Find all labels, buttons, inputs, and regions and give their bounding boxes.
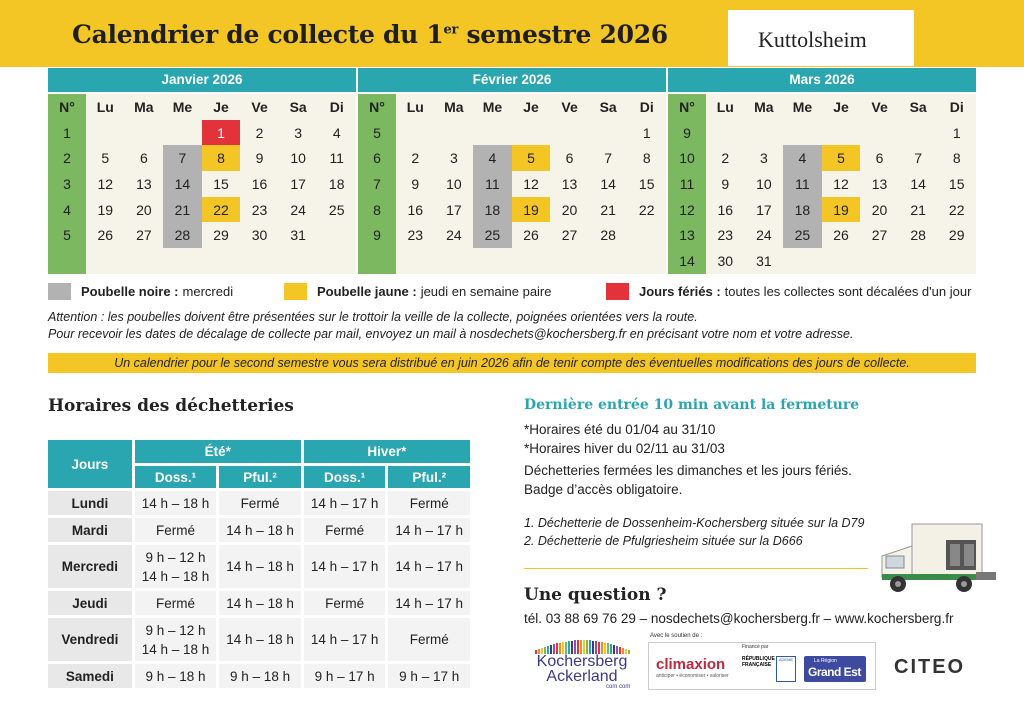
calendar-day: 10 xyxy=(446,175,462,192)
legend xyxy=(48,283,978,303)
calendar-day xyxy=(317,248,356,274)
calendar-day: 26 xyxy=(523,227,539,244)
weekday-header: Lu xyxy=(716,98,734,115)
calendar-day: 7 xyxy=(604,150,613,167)
weekday-header: Me xyxy=(172,98,193,115)
logo-bar xyxy=(580,640,582,654)
calendar-day: 17 xyxy=(756,201,772,218)
week-number: 14 xyxy=(668,248,706,274)
calendar-day xyxy=(822,120,861,146)
calendar-day: 5 xyxy=(822,145,861,171)
hours-cell: 14 h – 17 h xyxy=(388,591,470,615)
calendar-day: 20 xyxy=(136,201,152,218)
weekday-header: Sa xyxy=(599,98,617,115)
calendar-day: 22 xyxy=(638,201,655,218)
calendar-day: 24 xyxy=(446,227,462,244)
calendar-day xyxy=(125,248,164,274)
calendar-day: 8 xyxy=(952,150,961,167)
hours-cell: 9 h – 18 h xyxy=(135,664,217,688)
closed-info: Déchetteries fermées les dimanches et les jours fériés. Badge d’accès obligatoire. xyxy=(524,463,852,497)
logo-bar xyxy=(577,640,579,654)
calendar-day xyxy=(822,248,861,274)
calendar-day: 21 xyxy=(910,201,926,218)
calendar-day xyxy=(435,248,474,274)
calendar-march xyxy=(668,68,976,274)
calendar-day: 11 xyxy=(329,150,344,167)
calendar-day: 7 xyxy=(914,150,923,167)
finance-label: Financé par xyxy=(742,644,769,650)
table-row xyxy=(48,664,470,688)
hours-cell: 14 h – 17 h xyxy=(304,545,386,588)
weekday-header: Di xyxy=(949,98,964,115)
calendar-day: 25 xyxy=(328,201,345,218)
calendar-day: 17 xyxy=(446,201,462,218)
hours-cell: 14 h – 18 h xyxy=(135,491,217,515)
calendar-day: 13 xyxy=(871,175,888,192)
week-number xyxy=(358,248,396,274)
calendar-day xyxy=(589,120,628,146)
hours-cell: 14 h – 18 h xyxy=(219,545,301,588)
logo-bar xyxy=(583,640,585,654)
calendar-day: 12 xyxy=(523,175,539,192)
question-heading: Une question ? xyxy=(524,585,667,605)
weekday-header: Me xyxy=(792,98,813,115)
calendar-day xyxy=(86,248,125,274)
decheteries-table xyxy=(48,437,476,691)
weekday-header: Je xyxy=(523,98,539,115)
weekday-header: Lu xyxy=(406,98,424,115)
hours-cell: 9 h – 18 h xyxy=(219,664,301,688)
page-title: Calendrier de collecte du 1er semestre 2026 xyxy=(72,20,668,49)
calendar-day: 26 xyxy=(97,227,114,244)
weekday-header: Je xyxy=(833,98,849,115)
kochersberg-logo: Kochersberg Ackerland com com xyxy=(526,636,638,690)
col-ete-doss: Doss.¹ xyxy=(135,466,217,488)
calendar-day: 3 xyxy=(449,150,458,167)
week-number: 12 xyxy=(668,197,706,223)
calendar-day xyxy=(473,120,512,146)
calendar-day: 13 xyxy=(136,175,152,192)
calendar-february xyxy=(358,68,666,274)
calendar-day: 30 xyxy=(717,252,734,269)
calendar-day: 10 xyxy=(290,150,306,167)
hours-info: *Horaires été du 01/04 au 31/10 *Horaires hiver du 02/11 au 31/03 xyxy=(524,422,725,456)
calendar-day: 1 xyxy=(202,120,241,146)
week-number: 9 xyxy=(358,222,396,248)
calendar-day: 9 xyxy=(721,175,730,192)
hours-cell: 14 h – 18 h xyxy=(219,618,301,661)
hours-cell: 9 h – 17 h xyxy=(304,664,386,688)
calendar-day: 11 xyxy=(783,171,822,197)
red-swatch xyxy=(606,283,629,300)
hours-cell: 14 h – 18 h xyxy=(219,518,301,542)
calendar-day: 16 xyxy=(251,175,268,192)
logo-bar xyxy=(574,640,576,654)
calendar-day: 27 xyxy=(136,227,152,244)
calendar-day xyxy=(125,120,164,146)
hours-cell: Fermé xyxy=(135,518,217,542)
calendar-day: 23 xyxy=(251,201,268,218)
table-row xyxy=(48,545,470,588)
calendar-day: 27 xyxy=(871,227,888,244)
calendar-day: 3 xyxy=(294,124,303,141)
climaxion-tagline: anticiper • économiser • valoriser xyxy=(656,673,729,679)
calendar-day: 20 xyxy=(871,201,888,218)
calendar-day: 18 xyxy=(473,197,512,223)
climaxion-logo: climaxion xyxy=(656,656,726,673)
week-number: 2 xyxy=(48,145,86,171)
calendar-day xyxy=(550,120,589,146)
calendar-day xyxy=(240,248,279,274)
hours-cell: Fermé xyxy=(388,618,470,661)
support-label: Avec le soutien de : xyxy=(650,633,703,639)
table-row xyxy=(48,491,470,515)
week-number: 5 xyxy=(48,222,86,248)
calendar-day xyxy=(627,222,666,248)
weekday-header: Ve xyxy=(561,98,578,115)
day-cell: Vendredi xyxy=(48,618,132,661)
calendar-day: 19 xyxy=(822,197,861,223)
calendar-day: 9 xyxy=(411,175,420,192)
week-number-header: N° xyxy=(48,94,86,120)
day-cell: Mercredi xyxy=(48,545,132,588)
legend-black: Poubelle noire : mercredi xyxy=(48,283,233,300)
hours-cell: 9 h – 12 h 14 h – 18 h xyxy=(135,618,217,661)
calendar-day xyxy=(783,248,822,274)
calendar-day: 29 xyxy=(948,227,965,244)
calendar-day: 25 xyxy=(473,222,512,248)
garbage-truck-icon xyxy=(872,516,1000,600)
weekday-header: Ma xyxy=(134,98,154,115)
calendar-day xyxy=(589,248,628,274)
week-number: 1 xyxy=(48,120,86,146)
calendar-day: 20 xyxy=(561,201,578,218)
calendar-day: 6 xyxy=(875,150,884,167)
citeo-logo: CITEO xyxy=(894,656,966,678)
calendar-day xyxy=(899,248,938,274)
calendar-day xyxy=(202,248,241,274)
weekday-header: Me xyxy=(482,98,503,115)
legend-holidays: Jours fériés : toutes les collectes sont décalées d'un jour xyxy=(606,283,971,300)
calendar-day: 2 xyxy=(721,150,730,167)
day-cell: Samedi xyxy=(48,664,132,688)
calendar-day: 26 xyxy=(833,227,849,244)
calendar-day: 24 xyxy=(756,227,772,244)
hours-cell: 14 h – 17 h xyxy=(304,491,386,515)
month-title: Février 2026 xyxy=(358,68,666,92)
col-hiver-pful: Pful.² xyxy=(388,466,470,488)
week-number: 5 xyxy=(358,120,396,146)
calendar-day xyxy=(745,120,784,146)
logo-bar xyxy=(589,640,591,654)
calendar-day: 28 xyxy=(600,227,616,244)
calendar-day: 14 xyxy=(910,175,926,192)
calendar-grid xyxy=(668,94,976,274)
calendar-day: 8 xyxy=(202,145,241,171)
calendar-day xyxy=(435,120,474,146)
hours-cell: 14 h – 18 h xyxy=(219,591,301,615)
calendar-day xyxy=(860,248,899,274)
calendar-day: 1 xyxy=(642,124,651,141)
town-name: Kuttolsheim xyxy=(758,27,867,52)
calendar-day: 4 xyxy=(332,124,341,141)
calendar-day xyxy=(279,248,318,274)
week-number: 7 xyxy=(358,171,396,197)
calendar-day: 28 xyxy=(163,222,202,248)
calendar-day: 2 xyxy=(411,150,420,167)
calendar-day: 13 xyxy=(561,175,578,192)
calendar-grid xyxy=(358,94,666,274)
calendar-day: 2 xyxy=(255,124,264,141)
weekday-header: Sa xyxy=(289,98,307,115)
calendar-day: 5 xyxy=(101,150,110,167)
table-row xyxy=(48,591,470,615)
calendar-day: 15 xyxy=(948,175,965,192)
ademe-logo: ADEME xyxy=(776,656,796,682)
calendar-day: 12 xyxy=(833,175,849,192)
hours-cell: Fermé xyxy=(219,491,301,515)
week-number: 13 xyxy=(668,222,706,248)
attention-note: Attention : les poubelles doivent être présentées sur le trottoir la veille de la collecte, poignées orientées vers la route. Pour recevoir les dates de décalage de collecte par mail, envoyez un mail à nosdechets@kochersberg.fr en précisant votre nom et votre adresse. xyxy=(48,310,854,341)
calendar-day xyxy=(706,120,745,146)
grey-swatch xyxy=(48,283,71,300)
calendar-day: 24 xyxy=(290,201,306,218)
calendar-day: 21 xyxy=(163,197,202,223)
calendar-day: 31 xyxy=(290,227,306,244)
calendar-day: 29 xyxy=(213,227,229,244)
col-ete: Été* xyxy=(135,440,301,463)
calendar-day xyxy=(163,120,202,146)
calendar-day: 18 xyxy=(328,175,345,192)
weekday-header: Ve xyxy=(871,98,888,115)
weekday-header: Di xyxy=(639,98,654,115)
week-number: 9 xyxy=(668,120,706,146)
calendar-day: 23 xyxy=(717,227,734,244)
calendar-day xyxy=(396,120,435,146)
calendar-day: 6 xyxy=(565,150,574,167)
weekday-header: Ma xyxy=(444,98,464,115)
calendar-day xyxy=(783,120,822,146)
col-ete-pful: Pful.² xyxy=(219,466,301,488)
calendar-day xyxy=(317,222,356,248)
calendar-day xyxy=(860,120,899,146)
weekday-header: Ve xyxy=(251,98,268,115)
calendar-day: 14 xyxy=(163,171,202,197)
week-number: 8 xyxy=(358,197,396,223)
month-title: Mars 2026 xyxy=(668,68,976,92)
calendar-day: 18 xyxy=(783,197,822,223)
hours-cell: 9 h – 12 h 14 h – 18 h xyxy=(135,545,217,588)
last-entry-heading: Dernière entrée 10 min avant la fermeture xyxy=(524,397,860,413)
calendar-day xyxy=(163,248,202,274)
calendar-day: 9 xyxy=(255,150,264,167)
day-cell: Lundi xyxy=(48,491,132,515)
calendar-day: 28 xyxy=(910,227,926,244)
calendar-day: 17 xyxy=(290,175,306,192)
week-number-header: N° xyxy=(358,94,396,120)
hours-cell: Fermé xyxy=(304,591,386,615)
hours-cell: 14 h – 17 h xyxy=(304,618,386,661)
col-hiver-doss: Doss.¹ xyxy=(304,466,386,488)
hours-cell: Fermé xyxy=(388,491,470,515)
calendar-day: 10 xyxy=(756,175,772,192)
month-title: Janvier 2026 xyxy=(48,68,356,92)
col-jours: Jours xyxy=(48,440,132,488)
calendar-day xyxy=(627,248,666,274)
calendar-day: 22 xyxy=(202,197,241,223)
calendar-day: 14 xyxy=(600,175,616,192)
table-row xyxy=(48,618,470,661)
calendar-day: 4 xyxy=(783,145,822,171)
calendar-day: 21 xyxy=(600,201,616,218)
logo-bar xyxy=(586,640,588,654)
calendar-day xyxy=(396,248,435,274)
calendar-grid xyxy=(48,94,356,274)
calendar-day: 25 xyxy=(783,222,822,248)
week-number: 3 xyxy=(48,171,86,197)
day-cell: Mardi xyxy=(48,518,132,542)
calendar-day xyxy=(512,120,551,146)
table-row xyxy=(48,518,470,542)
weekday-header: Sa xyxy=(909,98,927,115)
calendar-day: 23 xyxy=(407,227,424,244)
header-band xyxy=(0,0,1024,67)
calendar-day xyxy=(550,248,589,274)
decheteries-title: Horaires des déchetteries xyxy=(48,396,294,416)
hours-cell: 9 h – 17 h xyxy=(388,664,470,688)
calendar-day: 8 xyxy=(642,150,651,167)
hours-cell: Fermé xyxy=(304,518,386,542)
second-semester-banner: Un calendrier pour le second semestre vous sera distribué en juin 2026 afin de tenir compte des éventuelles modifications des jours de collecte. xyxy=(48,353,976,373)
hours-cell: 14 h – 17 h xyxy=(388,518,470,542)
calendar-day: 19 xyxy=(512,197,551,223)
hours-cell: Fermé xyxy=(135,591,217,615)
week-number: 6 xyxy=(358,145,396,171)
weekday-header: Di xyxy=(329,98,344,115)
calendar-day: 11 xyxy=(473,171,512,197)
legend-yellow: Poubelle jaune : jeudi en semaine paire xyxy=(284,283,552,300)
col-hiver: Hiver* xyxy=(304,440,470,463)
week-number: 11 xyxy=(668,171,706,197)
calendar-day: 4 xyxy=(473,145,512,171)
yellow-swatch xyxy=(284,283,307,300)
calendar-day: 3 xyxy=(759,150,768,167)
calendar-day: 1 xyxy=(952,124,961,141)
day-cell: Jeudi xyxy=(48,591,132,615)
calendar-day: 19 xyxy=(97,201,114,218)
calendar-day: 6 xyxy=(139,150,148,167)
calendar-day: 12 xyxy=(97,175,114,192)
divider xyxy=(524,568,868,569)
calendar-day: 31 xyxy=(756,252,772,269)
calendar-day xyxy=(473,248,512,274)
republique-logo: RÉPUBLIQUE FRANÇAISE xyxy=(742,656,775,668)
calendar-day: 27 xyxy=(561,227,578,244)
calendar-day xyxy=(86,120,125,146)
calendar-january xyxy=(48,68,356,274)
weekday-header: Ma xyxy=(754,98,774,115)
calendar-day: 5 xyxy=(512,145,551,171)
calendar-day xyxy=(899,120,938,146)
calendar-day xyxy=(937,248,976,274)
grand-est-logo: La Région Grand Est xyxy=(804,656,866,682)
hours-cell: 14 h – 17 h xyxy=(388,545,470,588)
calendar-day: 7 xyxy=(163,145,202,171)
weekday-header: Je xyxy=(213,98,229,115)
calendar-day: 22 xyxy=(948,201,965,218)
calendar-day: 16 xyxy=(407,201,424,218)
week-number-header: N° xyxy=(668,94,706,120)
kochersberg-bars-icon xyxy=(532,638,632,654)
calendar-day: 15 xyxy=(638,175,655,192)
calendar-day xyxy=(512,248,551,274)
weekday-header: Lu xyxy=(96,98,114,115)
week-number xyxy=(48,248,86,274)
week-number: 4 xyxy=(48,197,86,223)
calendar-day: 16 xyxy=(717,201,734,218)
contact-line[interactable]: tél. 03 88 69 76 29 – nosdechets@kochersberg.fr – www.kochersberg.fr xyxy=(524,611,954,626)
footnotes: 1. Déchetterie de Dossenheim-Kochersberg située sur la D79 2. Déchetterie de Pfulgriesheim située sur la D666 xyxy=(524,516,865,548)
calendar-day: 15 xyxy=(213,175,229,192)
week-number: 10 xyxy=(668,145,706,171)
calendar-day: 30 xyxy=(251,227,268,244)
